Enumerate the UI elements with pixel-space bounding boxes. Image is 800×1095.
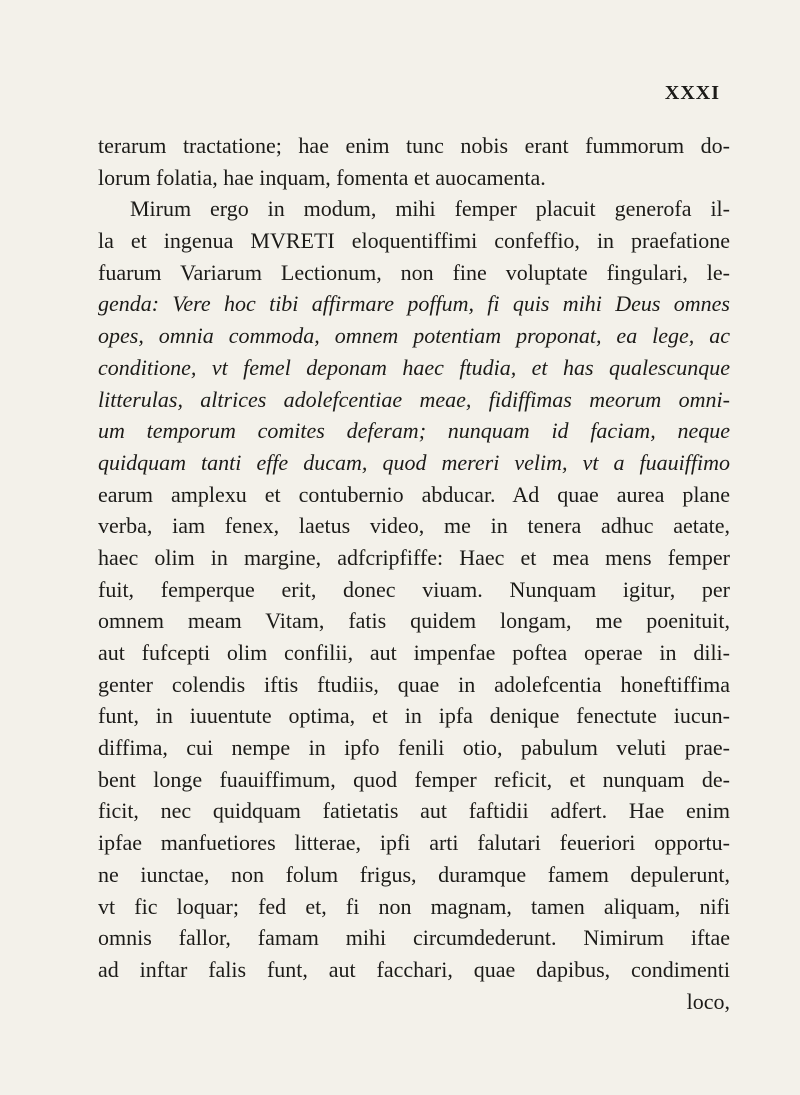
text-line: litterulas, altrices adolefcentiae meae, fidiffimas meorum omni- <box>98 386 730 412</box>
text-line: Mirum ergo in modum, mihi femper placuit generofa il- <box>130 196 730 222</box>
text-line: ne iunctae, non folum frigus, duramque famem depulerunt, <box>98 861 730 887</box>
text-line: fuarum Variarum Lectionum, non fine voluptate fingulari, le- <box>98 259 730 285</box>
text-line: vt fic loquar; fed et, fi non magnam, tamen aliquam, nifi <box>98 893 730 919</box>
text-line: ficit, nec quidquam fatietatis aut faftidii adfert. Hae enim <box>98 798 730 824</box>
text-line: ipfae manfuetiores litterae, ipfi arti falutari feueriori opportu- <box>98 830 730 856</box>
text-line: genda: Vere hoc tibi affirmare poffum, fi quis mihi Deus omnes <box>98 291 730 317</box>
text-line: quidquam tanti effe ducam, quod mereri velim, vt a fuauiffimo <box>98 449 730 475</box>
text-line: ad inftar falis funt, aut facchari, quae dapibus, condimenti <box>98 956 730 982</box>
text-line: haec olim in margine, adfcripfiffe: Haec et mea mens femper <box>98 544 730 570</box>
text-line: terarum tractatione; hae enim tunc nobis erant fummorum do- <box>98 133 730 158</box>
text-line: omnis fallor, famam mihi circumdederunt. Nimirum iftae <box>98 925 730 951</box>
body-text <box>98 130 730 1017</box>
page-number: XXXI <box>664 82 720 104</box>
text-line: conditione, vt femel deponam haec ftudia, et has qualescunque <box>98 354 730 380</box>
text-line: funt, in iuuentute optima, et in ipfa denique fenectute iucun- <box>98 703 730 729</box>
text-line: verba, iam fenex, laetus video, me in tenera adhuc aetate, <box>98 513 730 539</box>
text-line: fuit, femperque erit, donec viuam. Nunquam igitur, per <box>98 576 730 602</box>
text-line: um temporum comites deferam; nunquam id faciam, neque <box>98 418 730 444</box>
text-line: bent longe fuauiffimum, quod femper reficit, et nunquam de- <box>98 766 730 792</box>
catchword: loco, <box>686 988 730 1014</box>
text-line: opes, omnia commoda, omnem potentiam proponat, ea lege, ac <box>98 323 730 349</box>
text-line: diffima, cui nempe in ipfo fenili otio, pabulum veluti prae- <box>98 735 730 761</box>
text-line: omnem meam Vitam, fatis quidem longam, me poenituit, <box>98 608 730 634</box>
text-line: aut fufcepti olim confilii, aut impenfae poftea operae in dili- <box>98 640 730 665</box>
text-line: earum amplexu et contubernio abducar. Ad quae aurea plane <box>98 481 730 507</box>
text-line: genter colendis iftis ftudiis, quae in adolefcentia honeftiffima <box>98 671 730 697</box>
text-line: lorum folatia, hae inquam, fomenta et auocamenta. <box>98 164 546 190</box>
text-line: la et ingenua MVRETI eloquentiffimi confeffio, in praefatione <box>98 228 730 254</box>
